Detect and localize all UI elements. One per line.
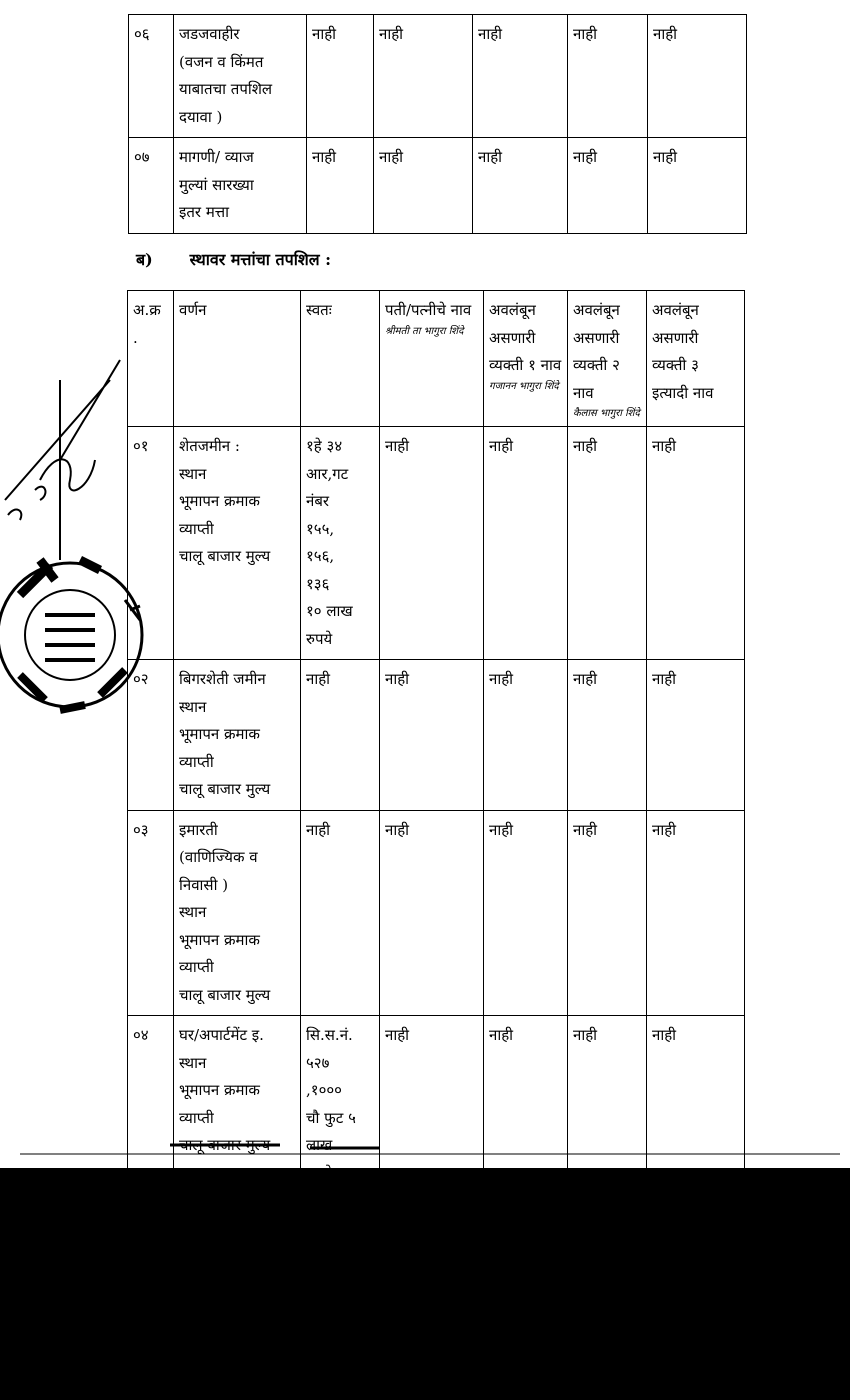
value-cell: नाही — [484, 810, 568, 1016]
header-text: अवलंबून असणारी — [652, 301, 699, 347]
value-cell: नाही — [473, 138, 568, 234]
text-line: चौ फुट ५ — [306, 1108, 356, 1127]
text-line: ,१००० — [306, 1081, 342, 1099]
value-cell: नाही — [380, 660, 484, 811]
text-line: इतर मत्ता — [179, 203, 230, 221]
header-description: वर्णन — [174, 291, 301, 427]
text-line: व्याप्ती — [179, 519, 214, 538]
description-cell — [174, 810, 301, 1016]
value-cell: नाही — [568, 1016, 647, 1194]
table-row — [128, 427, 745, 660]
text-line: व्याप्ती — [179, 752, 214, 771]
header-text: व्यक्ती २ नाव — [573, 356, 620, 402]
value-cell: नाही — [568, 15, 648, 138]
self-value-cell: नाही — [301, 810, 380, 1016]
value-cell: नाही — [484, 427, 568, 660]
value-cell: नाही — [484, 1016, 568, 1194]
text-line: भूमापन क्रमाक — [179, 930, 260, 949]
text-line: इमारती — [179, 820, 218, 839]
value-cell: नाही — [380, 810, 484, 1016]
table-row — [129, 138, 747, 234]
value-cell: नाही — [647, 660, 745, 811]
self-value-cell — [301, 427, 380, 660]
text-line: दयावा ) — [179, 107, 223, 126]
value-cell: नाही — [568, 427, 647, 660]
value-cell: नाही — [374, 15, 473, 138]
table-row — [128, 1194, 745, 1264]
text-line: १५५, — [306, 519, 335, 538]
value-cell: - — [568, 1194, 647, 1264]
header-text: पती/पत्नीचे नाव — [385, 301, 472, 319]
handwritten-name: श्रीमती ता भागुरा शिंदे — [385, 325, 464, 337]
text-line: भूमापन क्रमाक — [179, 492, 260, 510]
value-cell: नाही — [374, 138, 473, 234]
value-cell: नाही — [647, 427, 745, 660]
text-line: भूमापन क्रमाक — [179, 725, 260, 743]
self-value-cell: नाही — [301, 1194, 380, 1264]
text-line: ५२७ — [306, 1053, 330, 1072]
serial-number: ०३ — [128, 810, 174, 1016]
value-cell: नाही — [647, 810, 745, 1016]
section-heading — [136, 248, 331, 270]
text-line: लाख — [306, 1136, 333, 1154]
description-cell — [174, 660, 301, 811]
value-cell: नाही — [307, 15, 374, 138]
value-cell: नाही — [380, 1016, 484, 1194]
value-cell: नाही — [473, 15, 568, 138]
text-line: रुपये — [306, 1163, 333, 1182]
text-line: मागणी/ व्याज — [179, 148, 254, 166]
text-line: १० लाख — [306, 602, 353, 620]
value-cell: - — [647, 1194, 745, 1264]
header-dependent-1 — [484, 291, 568, 427]
text-line: स्थान — [179, 1053, 207, 1072]
header-spouse — [380, 291, 484, 427]
text-line: याबातचा तपशिल — [179, 80, 273, 98]
value-cell: नाही — [568, 810, 647, 1016]
text-line: रुपये — [306, 629, 333, 648]
serial-number: ०४ — [128, 1016, 174, 1194]
text-line: आर,गट — [306, 464, 349, 483]
text-line: बिगरशेती जमीन — [179, 670, 266, 688]
header-dependent-3 — [647, 291, 745, 427]
header-row — [128, 291, 745, 427]
text-line: (वाणिज्यिक व — [179, 848, 258, 866]
value-cell: - — [484, 1194, 568, 1264]
text-line: नंबर — [306, 492, 330, 510]
text-line: चालू बाजार मुल्य — [179, 1136, 271, 1154]
table-row — [129, 15, 747, 138]
text-line: १हे ३४ — [306, 437, 343, 455]
serial-number: ०५ — [128, 1194, 174, 1264]
value-cell: - — [380, 1194, 484, 1264]
table-row — [128, 810, 745, 1016]
value-cell: नाही — [647, 1016, 745, 1194]
serial-number: ०१ — [128, 427, 174, 660]
header-self: स्वतः — [301, 291, 380, 427]
value-cell: नाही — [648, 138, 747, 234]
description-cell — [174, 1194, 301, 1264]
text-line: (जसे मालमत्तेतील — [179, 1231, 276, 1250]
header-dependent-2 — [568, 291, 647, 427]
description-cell — [174, 138, 307, 234]
text-line: मुल्यां सारख्या — [179, 175, 254, 194]
text-line: स्थान — [179, 464, 207, 483]
text-line: स्थान — [179, 697, 207, 716]
header-text: अवलंबून असणारी — [489, 301, 536, 347]
text-line: भूमापन क्रमाक — [179, 1081, 260, 1099]
section-title: स्थावर मत्तांचा तपशिल : — [189, 250, 332, 269]
text-line: १३६ — [306, 574, 330, 593]
description-cell — [174, 427, 301, 660]
text-line: निवासी ) — [179, 875, 229, 894]
text-line: सि.स.नं. — [306, 1026, 353, 1044]
text-line: व्याप्ती — [179, 1108, 214, 1127]
text-line: चालू बाजार मुल्य — [179, 547, 271, 565]
scan-edge — [20, 1140, 840, 1168]
table-row — [128, 660, 745, 811]
handwritten-name: गजानन भागुरा शिंदे — [489, 380, 559, 392]
movable-assets-table — [128, 14, 747, 234]
value-cell: नाही — [380, 427, 484, 660]
value-cell: नाही — [568, 138, 648, 234]
text-line: शेतजमीन : — [179, 437, 240, 455]
value-cell: नाही — [307, 138, 374, 234]
text-line: घर/अपार्टमेंट इ. — [179, 1026, 264, 1044]
signature-mark — [0, 340, 130, 560]
text-line: इतर — [179, 1204, 202, 1222]
immovable-assets-table — [127, 290, 745, 1264]
serial-number: ०२ — [128, 660, 174, 811]
description-cell — [174, 15, 307, 138]
header-text: व्यक्ती ३ इत्यादी नाव — [652, 356, 714, 402]
header-text: व्यक्ती १ नाव — [489, 356, 562, 374]
notary-seal-icon — [0, 540, 150, 730]
text-line: (वजन व किंमत — [179, 52, 264, 71]
text-line: चालू बाजार मुल्य — [179, 985, 271, 1004]
text-line: व्याप्ती — [179, 958, 214, 976]
header-serial: अ.क्र . — [128, 291, 174, 427]
text-line: १५६, — [306, 547, 335, 565]
handwritten-name: कैलास भागुरा शिंदे — [573, 408, 640, 419]
self-value-cell: नाही — [301, 660, 380, 811]
serial-number: ०७ — [129, 138, 174, 234]
text-line: जडजवाहीर — [179, 25, 240, 43]
serial-number: ०६ — [129, 15, 174, 138]
text-line: स्थान — [179, 903, 207, 921]
header-text: अवलंबून असणारी — [573, 301, 620, 347]
value-cell: नाही — [648, 15, 747, 138]
section-label: ब) — [136, 250, 153, 269]
text-line: चालू बाजार मुल्य — [179, 780, 271, 798]
value-cell: नाही — [568, 660, 647, 811]
value-cell: नाही — [484, 660, 568, 811]
